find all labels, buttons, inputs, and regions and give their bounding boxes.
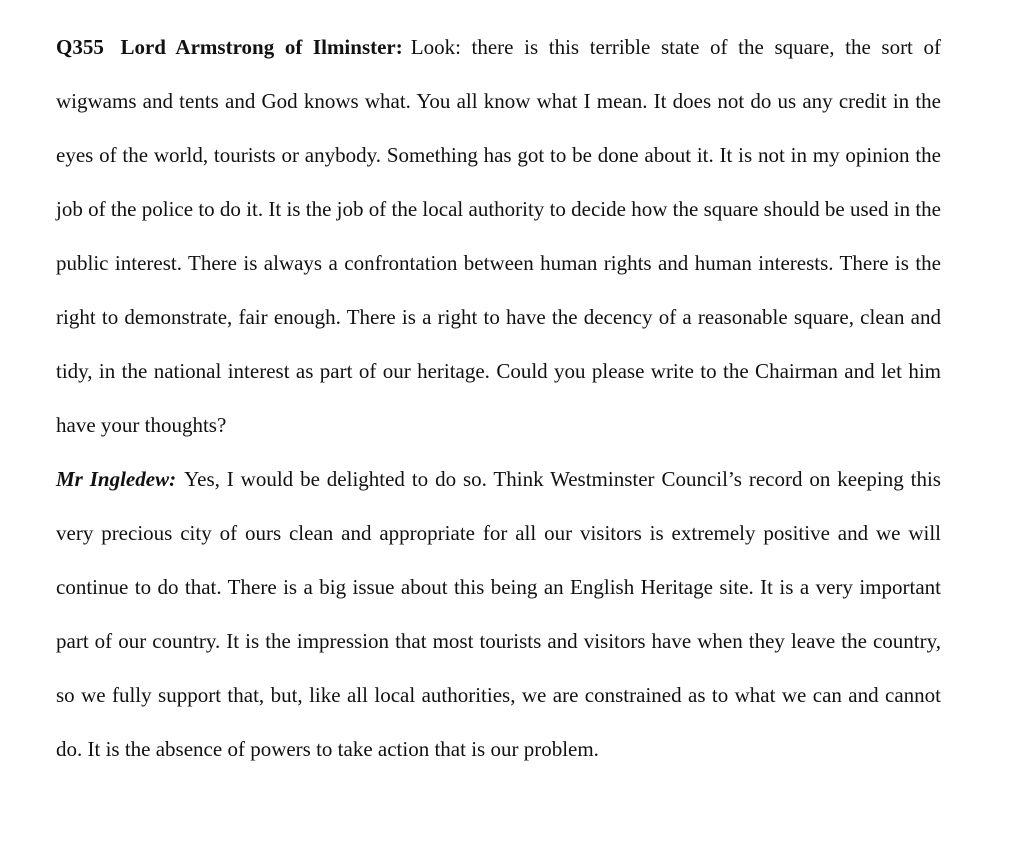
answer-text: Yes, I would be delighted to do so. Think Westminster Council’s record on keeping this very precious city of ours clean and appropriate for all our visitors is extremely positive and we will continue to do that. There is a big issue about this being an English Heritage site. It is a very important part of our country. It is the impression that most tourists and visitors have when they leave the country, so we fully support that, but, like all local authorities, we are constrained as to what we can and cannot do. It is the absence of powers to take action that is our problem.	[56, 467, 941, 761]
question-number: Q355	[56, 35, 104, 59]
witness-name: Mr Ingledew:	[56, 467, 177, 491]
question-text: Look: there is this terrible state of the square, the sort of wigwams and tents and God knows what. You all know what I mean. It does not do us any credit in the eyes of the world, tourists or anybody. Something has got to be done about it. It is not in my opinion the job of the police to do it. It is the job of the local authority to decide how the square should be used in the public interest. There is always a confrontation between human rights and human interests. There is the right to demonstrate, fair enough. There is a right to have the decency of a reasonable square, clean and tidy, in the national interest as part of our heritage. Could you please write to the Chairman and let him have your thoughts?	[56, 35, 942, 437]
questioner-name: Lord Armstrong of Ilminster:	[120, 35, 403, 59]
transcript-page	[56, 20, 941, 776]
question-paragraph	[56, 20, 941, 452]
answer-paragraph	[56, 452, 941, 776]
